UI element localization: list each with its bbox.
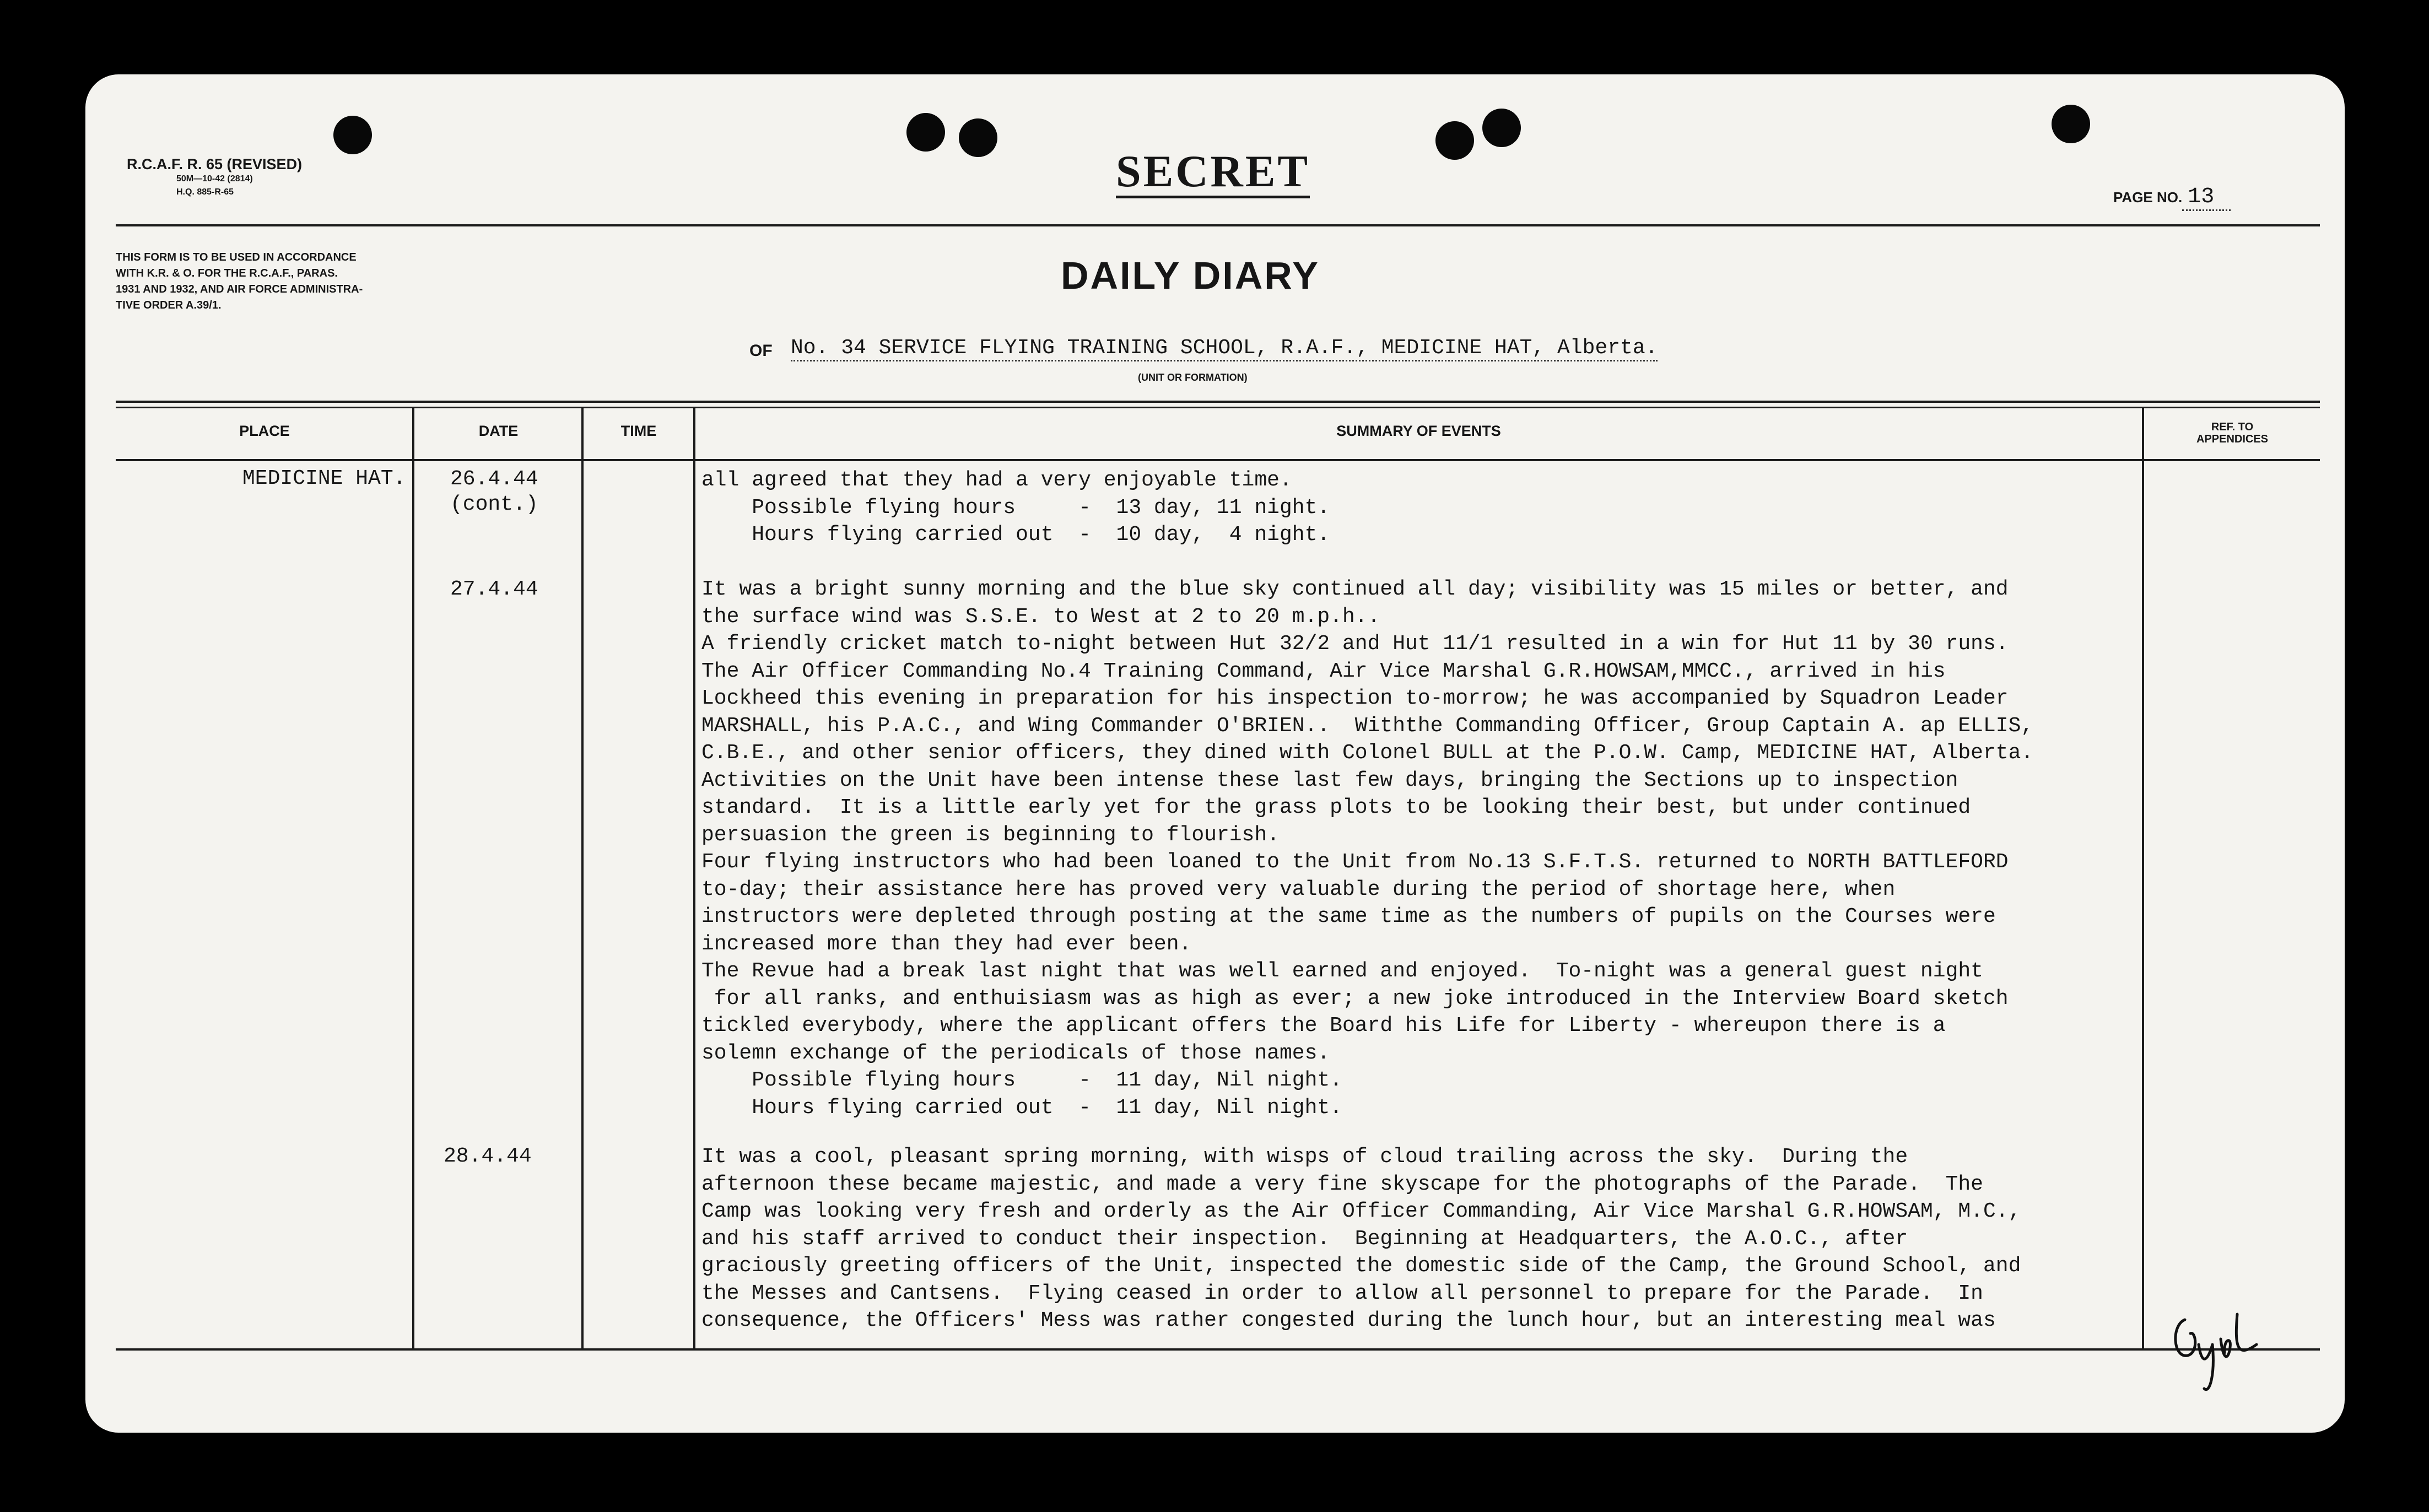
form-code (127, 156, 302, 199)
punch-hole (1482, 109, 1521, 147)
summary-entry: all agreed that they had a very enjoyable time. Possible flying hours - 13 day, 11 night. Hours flying carried out - 10 day, 4 night. (701, 468, 1330, 547)
punch-hole (333, 116, 372, 154)
column-divider (581, 408, 584, 1350)
page-number (2113, 185, 2231, 209)
form-notice-line: TIVE ORDER A.39/1. (116, 299, 222, 311)
table-header-rule (116, 459, 2320, 461)
punch-hole (2052, 105, 2090, 143)
handwritten-initials (2168, 1292, 2262, 1397)
unit-caption: (UNIT OR FORMATION) (1138, 372, 1248, 383)
table-top-rule (116, 401, 2320, 403)
form-code-line: 50M—10-42 (2814) (176, 174, 253, 183)
place-cell: MEDICINE HAT. (242, 467, 406, 490)
form-notice-line: THIS FORM IS TO BE USED IN ACCORDANCE (116, 251, 357, 263)
form-code-line: R.C.A.F. R. 65 (REVISED) (127, 156, 303, 172)
page-title: DAILY DIARY (1061, 254, 1320, 297)
form-code-line: H.Q. 885-R-65 (176, 187, 234, 197)
page-number-value: 13 (2182, 185, 2231, 211)
page-number-label: PAGE NO. (2113, 189, 2183, 206)
diary-form-card (85, 74, 2345, 1433)
column-header-ref (2144, 421, 2320, 445)
summary-entry: It was a bright sunny morning and the blue sky continued all day; visibility was 15 miles or better, and the surface wind was S.S.E. to West at 2 to 20 m.p.h.. A friendly cricket match to-night between Hut 32/2 and Hut 11/1 resulted in a win for Hut 11 by 30 runs. The Air Officer Commanding No.4 Training Command, Air Vice Marshal G.R.HOWSAM,MMCC., arrived in his Lockheed this evening in preparation for his inspection to-morrow; he was accompanied by Squadron Leader MARSHALL, his P.A.C., and Wing Commander O'BRIEN.. Withthe Commanding Officer, Group Captain A. ap ELLIS, C.B.E., and other senior officers, they dined with Colonel BULL at the P.O.W. Camp, MEDICINE HAT, Alberta. Activities on the Unit have been intense these last few days, bringing the Sections up to inspection standard. It is a little early yet for the grass plots to be looking their best, but under continued persuasion the green is beginning to flourish. Four flying instructors who had been loaned to the Unit from No.13 S.F.T.S. returned to NORTH BATTLEFORD to-day; their assistance here has proved very valuable during the period of shortage here, when instructors were depleted through posting at the same time as the numbers of pupils on the Courses were increased more than they had ever been. The Revue had a break last night that was well earned and enjoyed. To-night was a general guest night for all ranks, and enthuisiasm was as high as ever; a new joke introduced in the Interview Board sketch tickled everybody, where the applicant offers the Board his Life for Liberty - whereupon there is a solemn exchange of the periodicals of those names. Possible flying hours - 11 day, Nil night. Hours flying carried out - 11 day, Nil night. (701, 577, 2034, 1120)
column-header-date: DATE (478, 423, 519, 439)
unit-name: No. 34 SERVICE FLYING TRAINING SCHOOL, R.A.F., MEDICINE HAT, Alberta. (791, 336, 1658, 361)
column-header-time: TIME (620, 423, 657, 439)
column-divider (2142, 408, 2144, 1350)
column-header-summary: SUMMARY OF EVENTS (1336, 423, 1501, 439)
column-divider (693, 408, 695, 1350)
punch-hole (959, 118, 997, 157)
column-header-place: PLACE (239, 423, 290, 439)
date-cell: 27.4.44 (450, 577, 538, 601)
classification-heading: SECRET (1116, 147, 1310, 198)
table-bottom-rule (116, 1348, 2320, 1351)
table-top-rule (116, 407, 2320, 408)
date-cell: 26.4.44 (cont.) (450, 467, 538, 516)
punch-hole (1435, 121, 1474, 160)
column-header-ref-line: APPENDICES (2196, 433, 2269, 445)
header-rule (116, 224, 2320, 226)
summary-entry: It was a cool, pleasant spring morning, with wisps of cloud trailing across the sky. During the afternoon these became majestic, and made a very fine skyscape for the photographs of the Parade. The Camp was looking very fresh and orderly as the Air Officer Commanding, Air Vice Marshal G.R.HOWSAM, M.C., and his staff arrived to conduct their inspection. Beginning at Headquarters, the A.O.C., after graciously greeting officers of the Unit, inspected the domestic side of the Camp, the Ground School, and the Messes and Cantsens. Flying ceased in order to allow all personnel to prepare for the Parade. In consequence, the Officers' Mess was rather congested during the lunch hour, but an interesting meal was (701, 1145, 2021, 1332)
form-notice-line: WITH K.R. & O. FOR THE R.C.A.F., PARAS. (116, 267, 338, 279)
form-notice-line: 1931 AND 1932, AND AIR FORCE ADMINISTRA- (116, 283, 363, 295)
punch-hole (906, 113, 945, 152)
form-notice (116, 250, 546, 314)
column-header-ref-line: REF. TO (2211, 421, 2254, 433)
date-cell: 28.4.44 (444, 1144, 532, 1168)
column-divider (412, 408, 414, 1350)
of-label: OF (749, 342, 773, 360)
